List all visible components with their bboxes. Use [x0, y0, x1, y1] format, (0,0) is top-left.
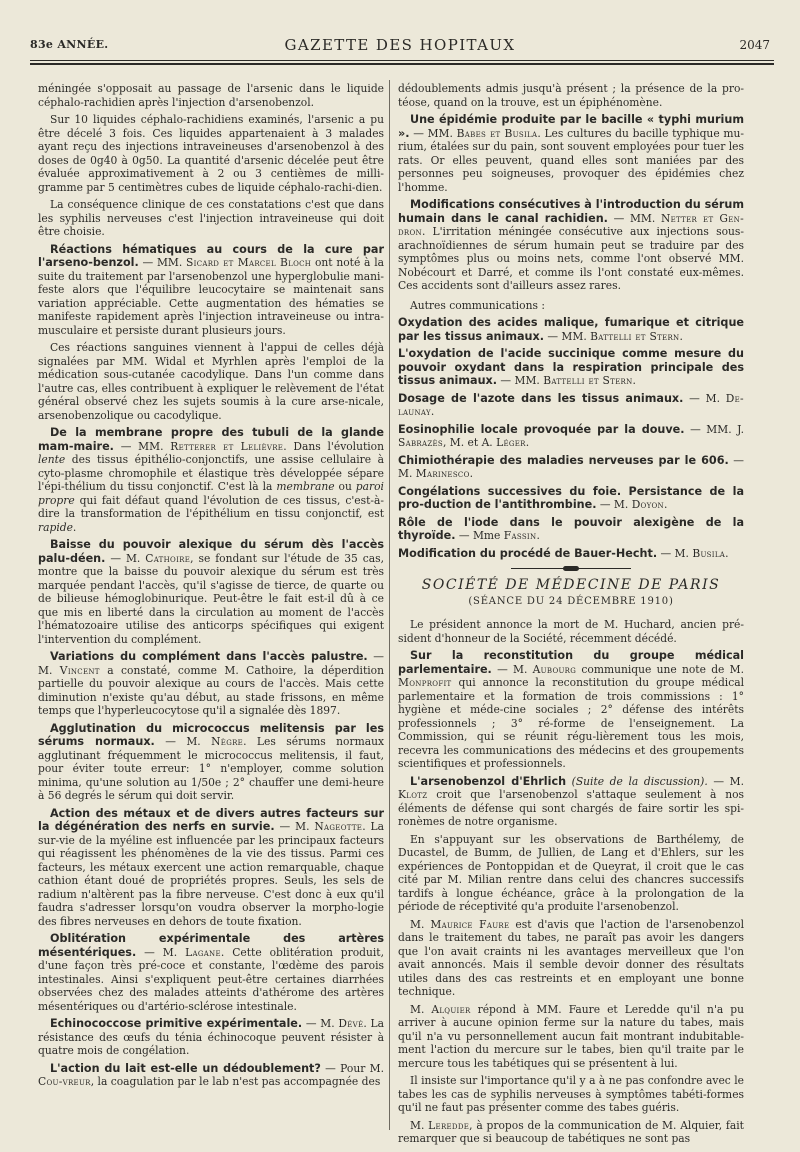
dash: — MM. [497, 374, 544, 387]
dash: — Pour M. [320, 1061, 385, 1075]
prefix: M. [410, 917, 431, 931]
left-column [38, 82, 384, 1093]
ornamental-divider [511, 568, 631, 569]
authors: De-launay [398, 391, 744, 418]
article-title: Réactions hématiques au cours de la cure par l'arseno-benzol. [38, 242, 384, 269]
communication-entry [398, 516, 744, 543]
article-text: . Dans l'évolution [283, 439, 385, 453]
article-text: , la coagulation par le lab n'est pas accompagnée des [90, 1075, 381, 1088]
communication-entry [398, 547, 744, 561]
punct: . [536, 529, 540, 542]
authors: Fassin [503, 529, 537, 542]
article-entry [398, 113, 744, 194]
article-text: des tissus épithélio-conjonctifs, une assise cellulaire à cyto-plasme chromophile et élastique très développée sépare l'épi-thélium du tissu conjonctif. C'est là la [38, 453, 384, 493]
article-entry [38, 722, 384, 803]
emphasis: paroi propre [38, 480, 384, 507]
dash: — M. [105, 551, 146, 565]
article-entry [398, 775, 744, 829]
other-communications-label: Autres communications : [410, 298, 545, 312]
article-entry [38, 1017, 384, 1058]
article-text: communique une note de M. [576, 662, 744, 676]
authors: Vincent [59, 663, 100, 677]
authors: Marinesco [415, 467, 470, 480]
article-text: , se fondant sur l'étude de 35 cas, montre que la baisse du pouvoir alexique du sérum est très marquée pendant l'accès, qu'il s'agisse de tierce, de quarte ou de bilieuse hémoglobinurique. Peut-être le fait est-il dû à ce que mis en liberté dans la circulation au moment de l'accès l'hématozoaire utilise des anticorps spécifiques qui exigent l'intervention du complément. [38, 551, 384, 646]
emphasis: lente [38, 453, 66, 466]
article-title: Sur la reconstitution du groupe médical parlementaire. [398, 649, 744, 676]
article-title: Echinococcose primitive expérimentale. [50, 1017, 303, 1030]
article-title: De la membrane propre des tubuli de la glande mam-maire. [38, 426, 384, 453]
dash: — MM. [113, 439, 171, 453]
paragraph: dédoublements admis jusqu'à présent ; la présence de la pro-téose, quand on la trouve, est un épiphénomène. [398, 82, 744, 109]
connector: , M. et A. [443, 436, 497, 449]
article-text: est d'avis que l'action de l'arsenobenzol dans le traitement du tabes, ne paraît pas avoir les dangers que l'on avait craints ni les avantages merveilleux que l'on avait annoncés. Mais il semble devoir donner des résultats utiles dans des cas restreints et en employant une bonne technique. [398, 917, 744, 998]
communication-entry [398, 392, 744, 419]
dash: — MM. [409, 126, 457, 140]
article-title: Baisse du pouvoir alexique du sérum dès l'accès palu-déen. [38, 538, 384, 565]
authors: Sabrazès [398, 436, 444, 449]
article-text: , à propos de la communication de M. Alquier, fait remarquer que si beaucoup de tabétiques ne sont pas [398, 1118, 744, 1145]
paragraph: Le président annonce la mort de M. Huchard, ancien pré-sident d'honneur de la Société, récemment décédé. [398, 618, 744, 645]
authors: Sicard et Marcel Bloch [186, 256, 312, 269]
communication-title: Rôle de l'iode dans le pouvoir alexigène de la thyroïde. [398, 515, 744, 542]
article-text: a constaté, comme M. Cathoire, la déperdition partielle du pouvoir alexique au cours de l'accès. Mais cette diminution n'existe qu'au début, au stade frissons, en même temps que l'hyperleucocytose qu'il a signalée dès 1897. [38, 663, 384, 717]
dash: — M. [38, 650, 384, 677]
communication-entry [398, 485, 744, 512]
dash: — M. [491, 662, 533, 676]
authors: Doyon [631, 498, 664, 511]
emphasis: rapide [38, 520, 73, 534]
article-title: Oblitération expérimentale des artères mésentériques. [38, 932, 384, 959]
communication-title: Dosage de l'azote dans les tissus animaux. [398, 391, 684, 405]
article-title: L'arsenobenzol d'Ehrlich [410, 774, 567, 788]
authors: Netter et Gen-dron [398, 211, 745, 238]
article-entry [38, 426, 384, 534]
journal-title: GAZETTE DES HOPITAUX [284, 36, 516, 54]
article-text: . La sur-vie de la myéline est influencée par les principaux facteurs qui réagissent les phénomènes de la vie des tissus. Parmi ces facteurs, les métaux exercent une action remarquable, chaque cathion étant doué de propriétés propres. Seuls, les sels de radium n'altèrent pas la fibre nerveuse. C'est donc à eux qu'il faudra s'adresser lorsqu'on voudra observer la morpho-logie des fibres nerveuses en dehors de toute fixation. [38, 820, 384, 928]
article-text: répond à MM. Faure et Leredde qu'il n'a pu arriver à aucune opinion ferme sur la nature du tabes, mais qu'il n'a vu personnellement aucun fait montrant indubitable-ment l'action du mercure sur le tabes, bien qu'il traite par le mercure tous les tabétiques qui se présentent à lui. [398, 1002, 744, 1070]
emphasis: (Suite de la discussion). [566, 774, 708, 788]
authors: Aubourg [532, 662, 577, 676]
dash: — M. [596, 498, 632, 511]
punct: . [525, 436, 530, 449]
communication-entry [398, 454, 744, 481]
article-title: Action des métaux et de divers autres facteurs sur la dégénération des nerfs en survie. [38, 806, 384, 833]
punct: . [430, 405, 435, 418]
authors: Retterer et Lelièvre [170, 439, 284, 453]
dash: — M. [683, 391, 726, 405]
right-column [398, 82, 744, 1150]
communication-title: Chimiothérapie des maladies nerveuses par le 606. [398, 453, 729, 467]
page-number: 2047 [739, 38, 770, 52]
dash: — M. [302, 1017, 339, 1030]
communication-title: L'oxydation de l'acide succinique comme mesure du pouvoir oxydant dans la respiration principale des tissus animaux. [398, 347, 744, 387]
communication-title: Oxydation des acides malique, fumarique et citrique par les tissus animaux. [398, 316, 744, 343]
article-entry [38, 807, 384, 929]
authors: Babes et Busila [456, 126, 538, 140]
article-entry [38, 243, 384, 338]
dash: — M. [274, 820, 315, 833]
punct: . [663, 498, 668, 511]
header-rule-thin [30, 60, 774, 61]
article-text: . L'irritation méningée consécutive aux injections sous-arachnoïdiennes de sérum humain peut se traduire par des symptômes plus ou moins nets, comme l'ont observé MM. Nobécourt et Darré, et comme ils l'ont constaté eux-mêmes. Ces accidents sont d'ailleurs assez rares. [398, 225, 744, 292]
authors: Battelli et Stern [590, 329, 680, 343]
authors: Alquier [431, 1002, 471, 1016]
prefix: M. [410, 1002, 432, 1016]
dash: — M. [398, 453, 744, 480]
authors: Busila [692, 546, 726, 560]
punct: . [725, 546, 729, 560]
dash: — Mme [455, 529, 504, 542]
article-text: . Les sérums normaux agglutinant fréquemment le micrococcus melitensis, il faut, pour éviter toute erreur: 1° n'employer, comme solution minima, qu'une solution au 1/50e ; 2° chauffer une demi-heure à 56 degrés le sérum qui doit servir. [38, 735, 384, 802]
authors: Battelli et Stern [543, 374, 633, 387]
authors: Klotz [398, 788, 428, 801]
paragraph [398, 918, 744, 999]
header-rule-thick [30, 63, 774, 65]
article-text: qui fait défaut quand l'évolution de ces tissus, c'est-à-dire la transformation de l'épithélium en tissu conjonctif, est [38, 493, 384, 520]
communication-entry [398, 423, 744, 450]
communication-title: Eosinophilie locale provoquée par la douve. [398, 422, 685, 436]
communication-entry [398, 316, 744, 343]
punct: . [632, 374, 636, 387]
paragraph [398, 1119, 744, 1146]
paragraph: Ces réactions sanguines viennent à l'appui de celles déjà signalées par MM. Widal et Myrhlen après l'emploi de la médication sous-cutanée cacodylique. Dans l'un comme dans l'autre cas, elles contribuent à expliquer le relèvement de l'état général observé chez les sujets soumis à la cure arse-nicale, arsenobenzolique ou cacodylique. [38, 341, 384, 422]
article-text: croit que l'arsenobenzol s'attaque seulement à nos éléments de défense qui sont chargés de faire sortir les spi-ronèmes de notre organisme. [398, 788, 744, 828]
communication-title: Congélations successives du foie. Persistance de la pro-duction de l'antithrombine. [398, 484, 744, 511]
paragraph [398, 1003, 744, 1071]
article-title: Une épidémie produite par le bacille « typhi murium ». [398, 113, 744, 140]
dash: — MM. J. [684, 422, 744, 436]
page-header [30, 36, 770, 58]
article-entry [398, 649, 744, 771]
paragraph: La conséquence clinique de ces constatations c'est que dans les syphilis nerveuses c'est l'injection intraveineuse qui doit être choisie. [38, 198, 384, 238]
article-entry [38, 650, 384, 718]
authors: Maurice Faure [430, 917, 510, 931]
paragraph: Sur 10 liquides céphalo-rachidiens examinés, l'arsenic a pu être décelé 3 fois. Ces liquides appartenaient à 3 malades ayant reçu des injections intraveineuses d'arsenobenzol à des doses de 0g40 à 0g50. La quantité d'arsenic décelée peut être évaluée approximativement à 2 ou 3 centièmes de milli-gramme par 5 centimètres cubes de liquide céphalo-rachi-dien. [38, 113, 384, 194]
dash: — MM. [543, 329, 591, 343]
article-text: . [72, 520, 77, 534]
article-entry [398, 198, 744, 293]
article-title: L'action du lait est-elle un dédoublement? [50, 1061, 321, 1075]
communication-entry [398, 347, 744, 388]
article-text: . Les cultures du bacille typhique mu-rium, étalées sur du pain, sont souvent employées pour tuer les rats. Or elles peuvent, quand elles sont maniées par des personnes peu soigneuses, provoquer des épidémies chez l'homme. [398, 126, 744, 194]
article-title: Agglutination du micrococcus melitensis par les sérums normaux. [38, 721, 384, 748]
article-text: ont noté à la suite du traitement par l'arsenobenzol une hyperglobulie mani-feste alors que l'équilibre leucocytaire se maintenait sans variation appréciable. Cette augmentation des hématies se manifeste rapidement après l'injection intraveineuse ou intra-musculaire et persiste durant plusieurs jours. [38, 256, 384, 337]
article-text: ou [334, 480, 356, 493]
section-title: SOCIÉTÉ DE MÉDECINE DE PARIS [421, 577, 721, 593]
article-entry [38, 932, 384, 1013]
dash: — M. [707, 774, 745, 788]
article-text: qui annonce la reconstitution du groupe médical parlementaire et la formation de trois commissions : 1° hygiène et méde-cine sociales ; 2° défense des intérêts professionnels ; 3° ré-forme de l'enseignement. La Commission, qui se réunit régu-lièrement tous les mois, recevra les communications des médecins et des groupements scientifiques et professionnels. [398, 676, 744, 770]
authors: Cou-vreur [38, 1075, 91, 1088]
article-text: . Cette oblitération produit, d'une façon très pré-coce et constante, l'œdème des parois intestinales. Ainsi s'expliquent peut-être certaines diarrhées observées chez des malades atteints d'athérome des artères mésentériques ou d'artério-sclérose intestinale. [38, 945, 384, 1013]
punct: . [679, 329, 683, 343]
article-text: . La résistance des œufs du ténia échinocoque peuvent résister à quatre mois de congélation. [38, 1017, 384, 1057]
divider-ornament [563, 566, 579, 571]
authors: Léger [496, 436, 526, 449]
article-title: Modifications consécutives à l'introduction du sérum humain dans le canal rachidien. [398, 198, 744, 225]
article-entry [38, 538, 384, 646]
authors: Lagane [185, 945, 221, 959]
dash: — MM. [138, 256, 187, 269]
authors: Nègre [211, 735, 244, 748]
column-divider [389, 80, 390, 1130]
session-date: (SÉANCE DU 24 DÉCEMBRE 1910) [468, 595, 674, 607]
paragraph: Il insiste sur l'importance qu'il y a à ne pas confondre avec le tabes les cas de syphilis nerveuses à symptômes tabéti-formes qu'il ne faut pas présenter comme des tabes guéris. [398, 1074, 744, 1114]
authors: Cathoire [145, 551, 191, 565]
punct: . [469, 467, 474, 480]
authors: Leredde [428, 1118, 470, 1132]
dash: — M. [657, 546, 693, 560]
emphasis: membrane [276, 480, 335, 493]
communication-title: Modification du procédé de Bauer-Hecht. [398, 546, 658, 560]
authors: Monprofit [398, 676, 452, 689]
article-entry [38, 1062, 384, 1089]
authors: Nageotte [314, 820, 363, 833]
prefix: M. [410, 1118, 429, 1132]
paragraph: En s'appuyant sur les observations de Barthélemy, de Ducastel, de Bumm, de Jullien, de Lang et d'Ehlers, sur les expériences de Pontoppidan et de Queyrat, il croit que le cas cité par M. Milian rentre dans celui des chancres successifs tardifs à longue échéance, grâce à la prolongation de la période de réceptivité qu'a produite l'arsenobenzol. [398, 832, 744, 913]
dash: — MM. [607, 211, 661, 225]
volume-label: 83e ANNÉE. [30, 38, 109, 51]
article-title: Variations du complément dans l'accès palustre. [50, 650, 368, 663]
dash: — M. [154, 735, 212, 748]
dash: — M. [136, 945, 186, 959]
paragraph: méningée s'opposait au passage de l'arsenic dans le liquide céphalo-rachidien après l'injection d'arsenobenzol. [38, 82, 384, 109]
authors: Dévé [338, 1017, 364, 1030]
